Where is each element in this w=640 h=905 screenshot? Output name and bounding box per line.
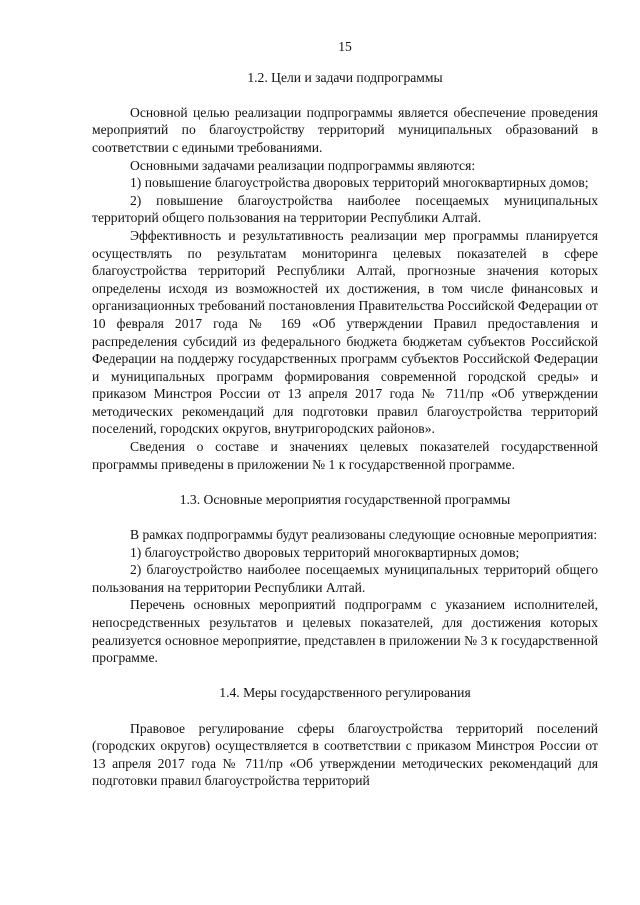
paragraph: Эффективность и результативность реализации мер программы планируется осуществлять по результатам мониторинга целевых показателей в сфере благоустройства территорий Республики Алтай, прогнозные значения которых определены исходя из возможностей их достижения, в том числе финансовых и организационных требований постановления Правительства Российской Федерации от 10 февраля 2017 года № 169 «Об утверждении Правил предоставления и распределения субсидий из федерального бюджета бюджетам субъектов Российской Федерации на поддержу государственных программ субъектов Российской Федерации и муниципальных программ формирования современной городской среды» и приказом Минстроя России от 13 апреля 2017 года № 711/пр «Об утверждении методических рекомендаций для подготовки правил благоустройства территорий поселений, городских округов, внутригородских районов». (92, 227, 598, 437)
section-heading-goals: 1.2. Цели и задачи подпрограммы (247, 69, 443, 85)
paragraph: Сведения о составе и значениях целевых показателей государственной программы приведены в приложении № 1 к государственной программе. (92, 439, 598, 472)
list-item: 2) благоустройство наиболее посещаемых муниципальных территорий общего пользования на территории Республики Алтай. (92, 562, 598, 595)
section-heading-regulation: 1.4. Меры государственного регулирования (219, 685, 471, 701)
section-heading-main-activities: 1.3. Основные мероприятия государственной программы (179, 491, 511, 507)
paragraph: Перечень основных мероприятий подпрограмм с указанием исполнителей, непосредственных результатов и целевых показателей, для достижения которых реализуется основное мероприятие, представлен в приложении № 3 к государственной программе. (92, 597, 598, 666)
paragraph: Правовое регулирование сферы благоустройства территорий поселений (городских округов) осуществляется в соответствии с приказом Минстроя России от 13 апреля 2017 года № 711/пр «Об утверждении методических рекомендаций для подготовки правил благоустройства территорий (92, 720, 598, 789)
paragraph: Основной целью реализации подпрограммы является обеспечение проведения мероприятий по благоустройству территорий муниципальных образований в соответствии с едиными требованиями. (92, 104, 598, 155)
list-item: 2) повышение благоустройства наиболее посещаемых муниципальных территорий общего пользования на территории Республики Алтай. (92, 192, 598, 226)
list-item: 1) благоустройство дворовых территорий многоквартирных домов; (130, 544, 520, 560)
page-number: 15 (338, 39, 352, 54)
paragraph: В рамках подпрограммы будут реализованы следующие основные мероприятия: (130, 527, 598, 543)
paragraph: Основными задачами реализации подпрограммы являются: (130, 157, 476, 173)
list-item: 1) повышение благоустройства дворовых территорий многоквартирных домов; (130, 175, 589, 191)
